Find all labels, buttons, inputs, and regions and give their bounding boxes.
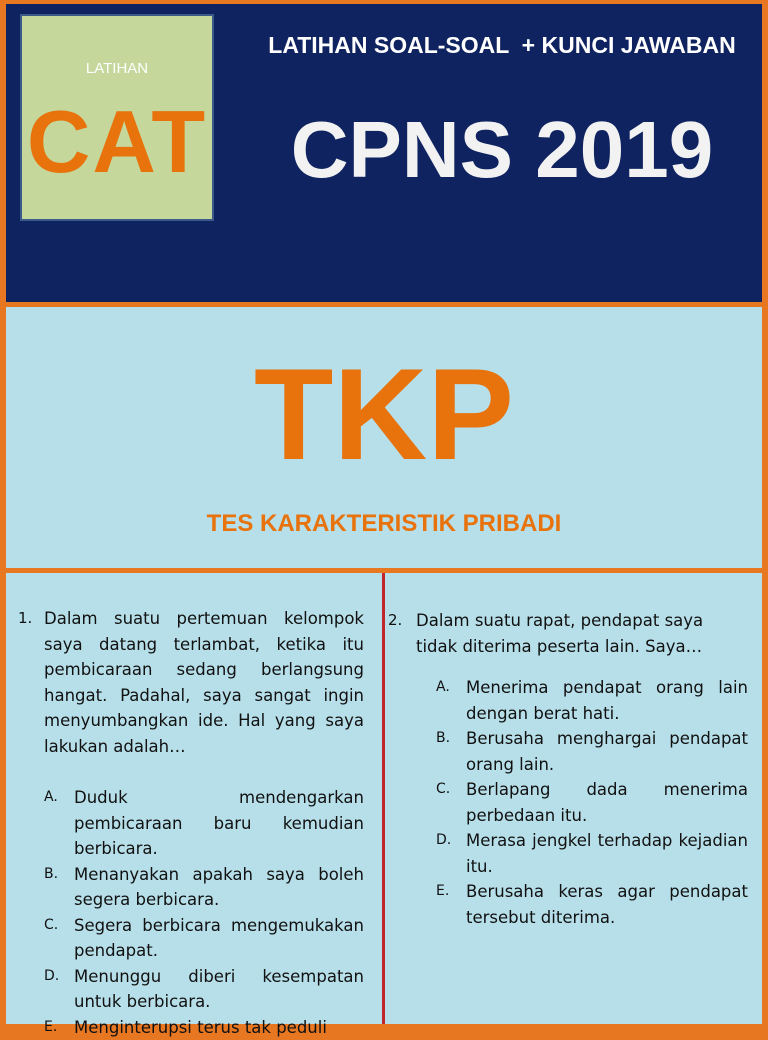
question-number: 1.	[18, 606, 44, 759]
option-letter: A.	[18, 785, 74, 862]
header-banner	[6, 4, 762, 302]
header-subtitle: LATIHAN SOAL-SOAL + KUNCI JAWABAN	[252, 32, 752, 59]
cat-badge-label: LATIHAN	[22, 60, 212, 77]
option-list	[388, 675, 748, 930]
question-stem	[18, 606, 364, 759]
tkp-title: TKP	[6, 349, 762, 479]
question-2	[388, 573, 748, 930]
option-letter: D.	[18, 964, 74, 1015]
question-stem	[388, 608, 748, 659]
question-text: Dalam suatu pertemuan kelompok saya datang terlambat, ketika itu pembicaraan sedang berlangsung hangat. Padahal, saya sangat ingin menyumbangkan ide. Hal yang saya lakukan adalah…	[44, 606, 364, 759]
option-a	[18, 785, 364, 862]
option-e	[388, 879, 748, 930]
tkp-panel	[6, 307, 762, 568]
option-b	[388, 726, 748, 777]
option-b	[18, 862, 364, 913]
option-text: Menunggu diberi kesempatan untuk berbicara.	[74, 964, 364, 1015]
header-title: CPNS 2019	[252, 110, 752, 190]
option-text: Berlapang dada menerima perbedaan itu.	[466, 777, 748, 828]
option-e	[18, 1015, 364, 1040]
option-list	[18, 785, 364, 1040]
cat-badge	[20, 14, 214, 221]
option-text: Menerima pendapat orang lain dengan berat hati.	[466, 675, 748, 726]
column-divider	[382, 573, 385, 1024]
option-letter: D.	[388, 828, 466, 879]
option-c	[18, 913, 364, 964]
option-c	[388, 777, 748, 828]
option-text: Berusaha keras agar pendapat tersebut diterima.	[466, 879, 748, 930]
option-text: Berusaha menghargai pendapat orang lain.	[466, 726, 748, 777]
option-letter: B.	[388, 726, 466, 777]
option-d	[18, 964, 364, 1015]
option-text: Menginterupsi terus tak peduli	[74, 1015, 364, 1040]
question-text: Dalam suatu rapat, pendapat saya tidak diterima peserta lain. Saya…	[416, 608, 748, 659]
option-text: Duduk mendengarkan pembicaraan baru kemudian berbicara.	[74, 785, 364, 862]
option-d	[388, 828, 748, 879]
option-letter: E.	[18, 1015, 74, 1040]
option-letter: B.	[18, 862, 74, 913]
option-text: Menanyakan apakah saya boleh segera berbicara.	[74, 862, 364, 913]
option-text: Merasa jengkel terhadap kejadian itu.	[466, 828, 748, 879]
option-a	[388, 675, 748, 726]
option-letter: C.	[18, 913, 74, 964]
question-1	[18, 573, 364, 1040]
option-letter: E.	[388, 879, 466, 930]
option-letter: A.	[388, 675, 466, 726]
option-text: Segera berbicara mengemukakan pendapat.	[74, 913, 364, 964]
option-letter: C.	[388, 777, 466, 828]
question-number: 2.	[388, 608, 416, 659]
questions-panel	[6, 573, 762, 1024]
tkp-subtitle: TES KARAKTERISTIK PRIBADI	[6, 510, 762, 538]
cat-badge-title: CAT	[22, 98, 212, 186]
